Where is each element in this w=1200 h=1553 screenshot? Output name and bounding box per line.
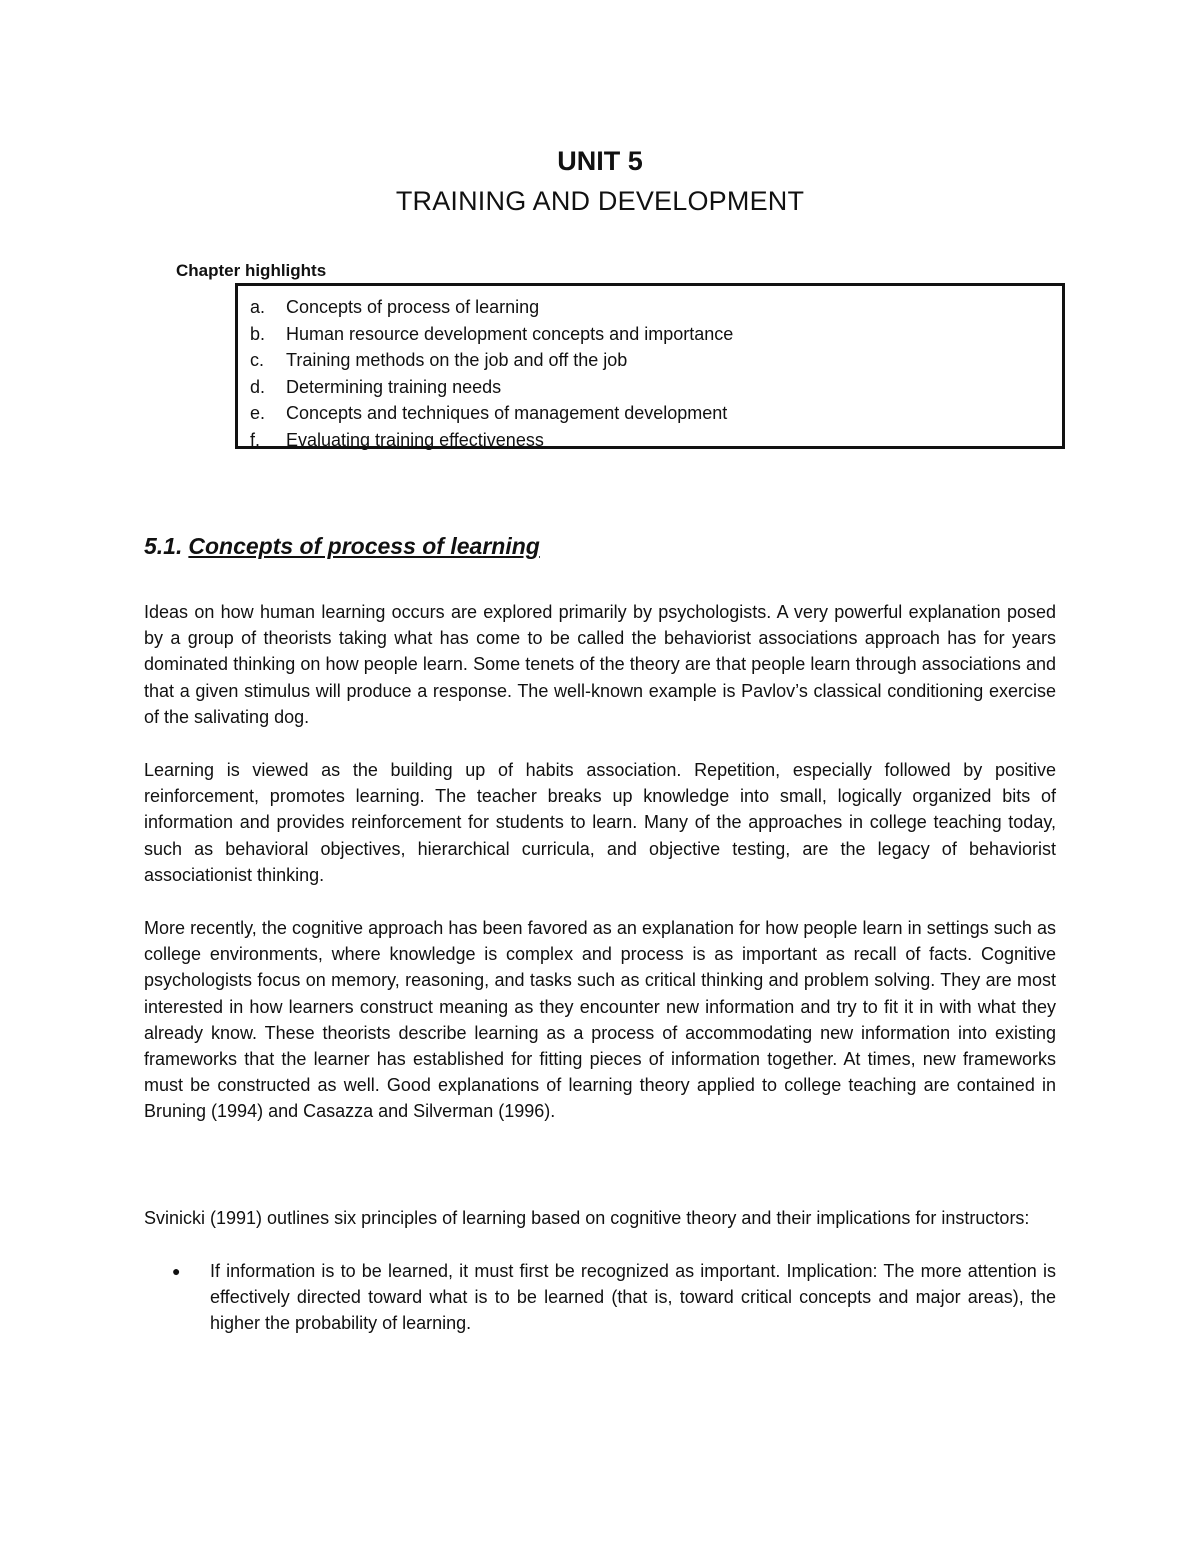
bullet-icon: ● [172,1263,181,1279]
highlight-letter: d. [250,376,266,397]
paragraph-habits: Learning is viewed as the building up of habits association. Repetition, especially followed by positive reinforcement, promotes learning. The teacher breaks up knowledge into small, logically organized bits of information and provides reinforcement for students to learn. Many of the approaches in college teaching today, such as behavioral objectives, hierarchical curricula, and objective testing, are the legacy of behaviorist associationist thinking. [144,760,1056,885]
principle-text: If information is to be learned, it must first be recognized as important. Implication: The more attention is effectively directed toward what is to be learned (that is, toward critical concepts and major areas), the higher the probability of learning. [210,1261,1056,1334]
highlight-letter: c. [250,350,265,370]
highlight-item [250,374,1052,401]
section-title: Concepts of process of learning [188,533,540,559]
highlight-item [250,427,1052,454]
highlight-letter: f. [250,429,261,450]
unit-number: UNIT 5 [557,146,643,176]
highlight-text: Determining training needs [286,376,502,397]
highlight-letter: e. [250,403,266,423]
principles-list [144,1258,1056,1337]
unit-title: TRAINING AND DEVELOPMENT [395,186,805,216]
highlight-item [250,294,1052,321]
highlight-letter: b. [250,323,266,344]
highlight-text: Evaluating training effectiveness [286,429,544,450]
chapter-highlights-list [250,294,1052,453]
highlight-text: Training methods on the job and off the job [286,350,628,370]
highlight-letter: a. [250,297,266,317]
highlight-item [250,400,1052,427]
highlight-text: Concepts of process of learning [286,297,540,317]
highlight-item [250,321,1052,348]
chapter-highlights-label: Chapter highlights [176,261,327,280]
paragraph-svinicki: Svinicki (1991) outlines six principles of learning based on cognitive theory and their implications for instructors: [144,1208,1030,1228]
principle-item [144,1258,1056,1337]
section-heading [144,533,540,560]
highlight-text: Concepts and techniques of management development [286,403,728,423]
paragraph-behaviorist: Ideas on how human learning occurs are explored primarily by psychologists. A very powerful explanation posed by a group of theorists taking what has come to be called the behaviorist associations approach has for years dominated thinking on how people learn. Some tenets of the theory are that people learn through associations and that a given stimulus will produce a response. The well-known example is Pavlov’s classical conditioning exercise of the salivating dog. [144,602,1056,727]
section-number: 5.1. [144,533,183,559]
highlight-text: Human resource development concepts and importance [286,323,734,344]
chapter-highlights-box [235,283,1065,449]
highlight-item [250,347,1052,374]
paragraph-cognitive: More recently, the cognitive approach has been favored as an explanation for how people learn in settings such as college environments, where knowledge is complex and process is as important as recall of facts. Cognitive psychologists focus on memory, reasoning, and tasks such as critical thinking and problem solving. They are most interested in how learners construct meaning as they encounter new information and try to fit it in with what they already know. These theorists describe learning as a process of accommodating new information into existing frameworks that the learner has established for fitting pieces of information together. At times, new frameworks must be constructed as well. Good explanations of learning theory applied to college teaching are contained in Bruning (1994) and Casazza and Silverman (1996). [144,918,1056,1122]
